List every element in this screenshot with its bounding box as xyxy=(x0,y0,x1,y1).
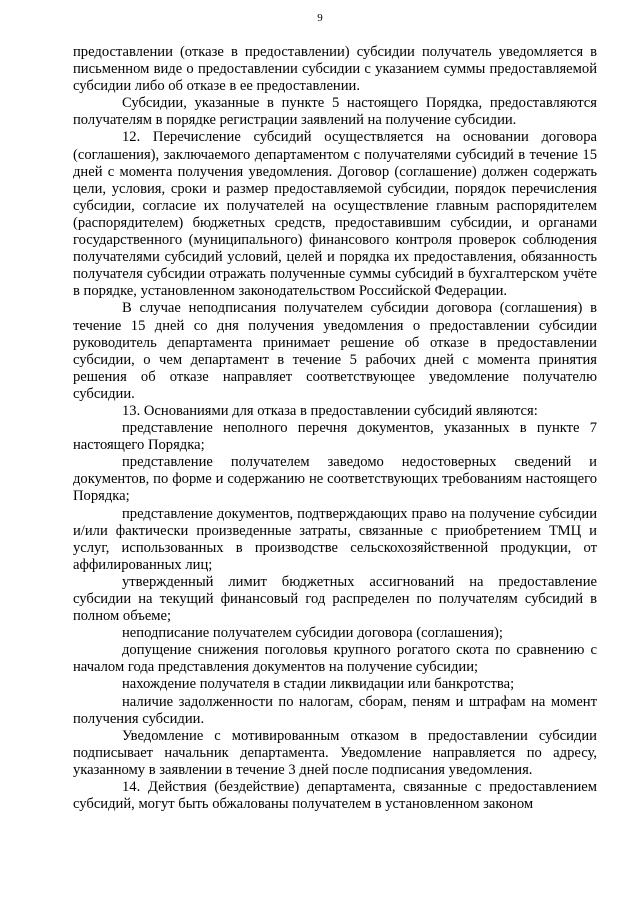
list-item: нахождение получателя в стадии ликвидации или банкротства; xyxy=(122,676,515,693)
list-item: представление получателем заведомо недостоверных сведений и документов, по форме и содержанию не соответствующих требованиям настоящего Порядка; xyxy=(73,454,597,505)
document-body xyxy=(73,44,597,813)
list-item: утвержденный лимит бюджетных ассигнований на предоставление субсидии на текущий финансовый год распределен по получателям субсидий в полном объеме; xyxy=(73,573,597,625)
paragraph: 12. Перечисление субсидий осуществляется на основании договора (соглашения), заключаемого департаментом с получателями субсидий в течение 15 дней с момента получения уведомления. Договор (соглашение) должен содержать цели, условия, сроки и размер предоставляемой субсидии, порядок перечисления субсидии, согласие их получателей на осуществление главным распорядителем (распорядителем) бюджетных средств, предоставившим субсидии, и органами государственного (муниципального) финансового контроля проверок соблюдения получателями субсидий условий, целей и порядка их предоставления, обязанность получателя субсидии отражать полученные суммы субсидий в бухгалтерском учёте в порядке, установленном законодательством Российской Федерации. xyxy=(73,129,597,300)
page-number: 9 xyxy=(317,12,323,24)
paragraph: Субсидии, указанные в пункте 5 настоящего Порядка, предоставляются получателям в порядке регистрации заявлений на получение субсидии. xyxy=(73,95,597,129)
list-item: представление неполного перечня документов, указанных в пункте 7 настоящего Порядка; xyxy=(73,420,597,454)
list-item: допущение снижения поголовья крупного рогатого скота по сравнению с началом года представления документов на получение субсидии; xyxy=(73,642,597,676)
list-item: неподписание получателем субсидии договора (соглашения); xyxy=(122,625,503,642)
paragraph: 14. Действия (бездействие) департамента, связанные с предоставлением субсидий, могут быть обжалованы получателем в установленном законом xyxy=(73,779,597,813)
paragraph: Уведомление с мотивированным отказом в предоставлении субсидии подписывает начальник департамента. Уведомление направляется по адресу, указанному в заявлении в течение 3 дней после подписания уведомления. xyxy=(73,727,597,778)
paragraph: 13. Основаниями для отказа в предоставлении субсидий являются: xyxy=(122,402,538,419)
paragraph: предоставлении (отказе в предоставлении) субсидии получатель уведомляется в письменном виде о предоставлении субсидии с указанием суммы предоставляемой субсидии либо об отказе в ее предоставлении. xyxy=(73,44,597,95)
list-item: наличие задолженности по налогам, сборам, пеням и штрафам на момент получения субсидии. xyxy=(73,693,597,727)
paragraph: В случае неподписания получателем субсидии договора (соглашения) в течение 15 дней со дня получения уведомления о предоставлении субсидии руководитель департамента принимает решение об отказе в предоставлении субсидии, о чем департамент в течение 5 рабочих дней с момента принятия решения об отказе направляет соответствующее уведомление получателю субсидии. xyxy=(73,300,597,402)
list-item: представление документов, подтверждающих право на получение субсидии и/или фактически произведенные затраты, связанные с приобретением ТМЦ и услуг, использованных в производстве сельскохозяйственной продукции, от аффилированных лиц; xyxy=(73,505,597,573)
